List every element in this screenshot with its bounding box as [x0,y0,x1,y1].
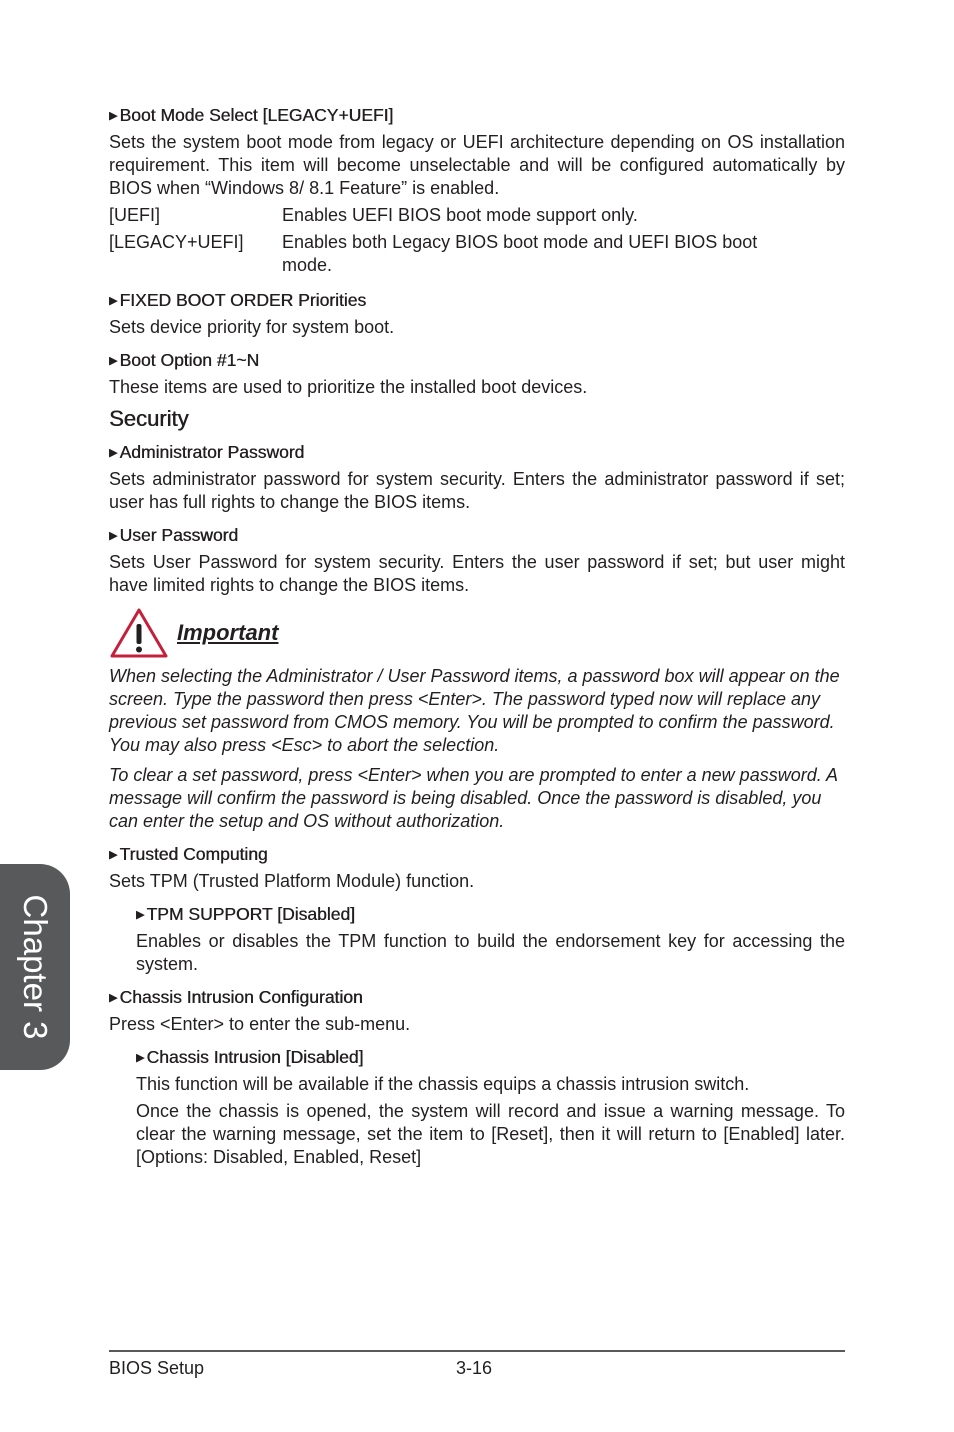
item-title: FIXED BOOT ORDER Priorities [119,290,367,310]
item-description: Press <Enter> to enter the sub-menu. [109,1014,411,1034]
right-triangle-icon: ▶ [109,447,118,459]
item-title: User Password [119,525,239,545]
item-description: Once the chassis is opened, the system will record and issue a warning message. To clear the warning message, set the item to [Reset], then it will return to [Enabled] later. [Options: Disabled, Enabled, Reset] [136,1101,845,1167]
item-heading-tpm-support [136,903,845,926]
option-key: [LEGACY+UEFI] [109,232,244,252]
right-triangle-icon: ▶ [136,1052,145,1064]
item-description: Sets administrator password for system security. Enters the administrator password if set; user has full rights to change the BIOS items. [109,469,845,512]
item-title: TPM SUPPORT [Disabled] [146,904,355,924]
item-heading-admin-password [109,441,845,464]
item-description: Sets TPM (Trusted Platform Module) function. [109,871,475,891]
item-description: Sets the system boot mode from legacy or UEFI architecture depending on OS installation requirement. This item will become unselectable and will be configured automatically by BIOS when “Windows 8/ 8.1 Feature” is enabled. [109,132,845,198]
item-heading-chassis-intrusion [136,1046,845,1069]
right-triangle-icon: ▶ [109,295,118,307]
item-title: Administrator Password [119,442,305,462]
right-triangle-icon: ▶ [109,849,118,861]
item-description: Sets User Password for system security. Enters the user password if set; but user might have limited rights to change the BIOS items. [109,552,845,595]
important-label: Important [177,620,279,645]
important-note-text: To clear a set password, press <Enter> when you are prompted to enter a new password. A message will confirm the password is being disabled. Once the password is disabled, you can enter the setup and OS without authorization. [109,765,838,831]
right-triangle-icon: ▶ [109,992,118,1004]
chapter-tab-label: Chapter 3 [17,894,54,1040]
page-content [109,104,845,1169]
item-title: Chassis Intrusion Configuration [119,987,363,1007]
item-title: Trusted Computing [119,844,268,864]
option-row [109,204,845,227]
item-title: Boot Mode Select [LEGACY+UEFI] [119,105,394,125]
item-title: Chassis Intrusion [Disabled] [146,1047,364,1067]
right-triangle-icon: ▶ [109,530,118,542]
option-value: Enables both Legacy BIOS boot mode and UEFI BIOS boot mode. [282,232,758,275]
item-heading-boot-mode [109,104,845,127]
right-triangle-icon: ▶ [109,355,118,367]
item-description: These items are used to prioritize the installed boot devices. [109,377,588,397]
item-description: Enables or disables the TPM function to build the endorsement key for accessing the system. [136,931,845,974]
item-heading-trusted-computing [109,843,845,866]
option-row [109,231,845,277]
right-triangle-icon: ▶ [109,110,118,122]
item-heading-boot-option [109,349,845,372]
option-key: [UEFI] [109,205,161,225]
item-title: Boot Option #1~N [119,350,260,370]
option-value: Enables UEFI BIOS boot mode support only. [282,205,638,225]
important-note-header [109,605,845,661]
item-description: This function will be available if the chassis equips a chassis intrusion switch. [136,1074,750,1094]
item-heading-user-password [109,524,845,547]
footer-divider [109,1350,845,1352]
section-title-security: Security [109,406,189,431]
important-note-text: When selecting the Administrator / User Password items, a password box will appear on the screen. Type the password then press <Enter>. The password typed now will replace any previous set password from CMOS memory. You will be prompted to confirm the password. You may also press <Esc> to abort the selection. [109,666,840,755]
footer-section-name: BIOS Setup [109,1358,205,1378]
right-triangle-icon: ▶ [136,909,145,921]
item-heading-fixed-boot-order [109,289,845,312]
footer-page-number: 3-16 [456,1358,493,1378]
item-heading-chassis-intrusion-config [109,986,845,1009]
item-description: Sets device priority for system boot. [109,317,395,337]
warning-triangle-icon [109,607,169,659]
chapter-tab [0,864,70,1070]
